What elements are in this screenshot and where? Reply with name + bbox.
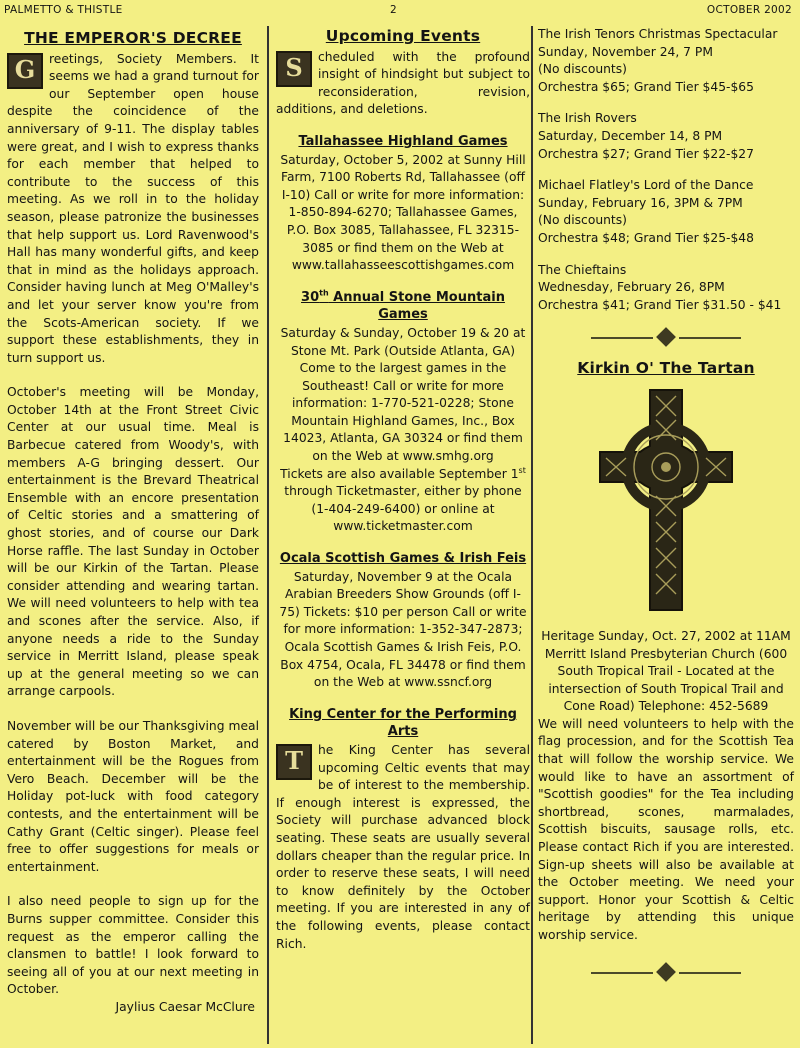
event-tallahassee-title: Tallahassee Highland Games: [298, 133, 508, 149]
ornament-divider-bottom: [591, 963, 741, 983]
ornament-divider: [591, 328, 741, 348]
column-divider-right: [531, 26, 533, 1044]
event-ocala-body: Saturday, November 9 at the Ocala Arabian Breeders Show Grounds (off I-75) Tickets: $10 per person Call or write for more information: 1-352-347-2873; Ocala Scottish Games & Irish Feis, P.O. Box 4754, Ocala, FL 34478 or find them on the Web at www.ssncf.org: [279, 569, 527, 690]
diamond-icon: [656, 327, 676, 347]
dropcap-g-icon: G: [7, 53, 43, 89]
event-king-center-body: T he King Center has several upcoming Celtic events that may be of interest to the membership. If enough interest is expressed, the Society will purchase advanced block seating. These seats are usually several dollars cheaper than the regular price. In order to reserve these seats, I will need to know definitely by the October meeting. If you are interested in any of the following events, please contact Rich.: [276, 742, 530, 951]
event-ocala: [276, 550, 530, 692]
emperor-paragraph-2: October's meeting will be Monday, October 14th at the Front Street Civic Center at our usual time. Meal is Barbecue catered from Woody's, with members A-G bringing dessert. Our entertainment is the Brevard Theatrical Ensemble with an encore presentation of Celtic stories and a smattering of ghost stories, and of course our Dark Horse raffle. The last Sunday in October will be our Kirkin of the Tartan. Please consider attending and wearing tartan. We will need volunteers to help with tea and scones after the service. Also, if anyone needs a ride to the Sunday service in Merritt Island, please speak up at the general meeting so we can arrange carpools.: [7, 385, 259, 699]
event-stone-mountain-body: Saturday & Sunday, October 19 & 20 at Stone Mt. Park (Outside Atlanta, GA) Come to the largest games in the Southeast! Call or write for more information: 1-770-521-0228; Stone Mountain Highland Games, Inc., Box 14023, Atlanta, GA 30324 or find them on the Web at www.smhg.org: [280, 325, 526, 464]
emperor-paragraph-1: G reetings, Society Members. It seems we had a grand turnout for our September open house despite the coincidence of the anniversary of 9-11. The display tables were great, and I wish to express thanks for each member that helped to contribute to the success of this meeting. As we roll in to the holiday season, please patronize the businesses that help support us. Lord Ravenwood's Hall has many wonderful gifts, and keep that in mind as the holidays approach. Consider having lunch at Meg O'Malley's and let your server know you're from the Scots-American society. If we support these establishments, they in turn support us.: [7, 51, 259, 365]
event-king-center: [276, 706, 530, 953]
column-divider-left: [267, 26, 269, 1044]
newsletter-name: PALMETTO & THISTLE: [4, 4, 123, 16]
events-title: Upcoming Events: [325, 27, 481, 45]
kirkin-body: We will need volunteers to help with the flag procession, and for the Scottish Tea that will follow the worship service. We would like to have an assortment of "Scottish goodies" for the Tea including shortbread, scones, marmalades, Scottish biscuits, sausage rolls, etc. Please contact Rich if you are interested. Sign-up sheets will also be available at the October meeting. We need your support. Honor your Scottish & Celtic heritage by attending this unique worship service.: [538, 716, 794, 942]
event-stone-mountain: [276, 289, 530, 536]
kirkin-title: Kirkin O' The Tartan: [577, 359, 755, 378]
emperor-paragraph-3: November will be our Thanksgiving meal catered by Boston Market, and entertainment will be the Rogues from Vero Beach. December will be the Holiday pot-luck with food category contests, and the entertainment will be Cathy Grant (Celtic singer). Please feel free to offer suggestions for meals or entertainment.: [7, 718, 259, 874]
emperor-paragraph-4: I also need people to sign up for the Burns supper committee. Consider this request as the emperor calling the clansmen to battle! I look forward to seeing all of you at our next meeting in October.: [7, 894, 259, 997]
event-king-center-title: King Center for the Performing Arts: [289, 706, 517, 740]
event-stone-mountain-tickets: Tickets are also available September 1st through Ticketmaster, either by phone (1-404-249-6400) or online at www.ticketmaster.com: [280, 465, 526, 534]
kirkin-details: Heritage Sunday, Oct. 27, 2002 at 11AM Merritt Island Presbyterian Church (600 South Tropical Trail - Located at the intersection of South Tropical Trail and Cone Road) Telephone: 452-5689: [541, 628, 791, 714]
events-intro: S cheduled with the profound insight of hindsight but subject to reconsideration, revision, additions, and deletions.: [276, 49, 530, 117]
celtic-cross-icon: [596, 386, 736, 614]
emperor-signature: Jaylius Caesar McClure: [115, 999, 255, 1014]
column-shows-kirkin: [538, 26, 794, 995]
event-tallahassee-body: Saturday, October 5, 2002 at Sunny Hill Farm, 7100 Roberts Rd, Tallahassee (off I-10) Call or write for more information: 1-850-894-6270; Tallahassee Games, P.O. Box 3085, Tallahassee, FL 32315-3085 or find them on the Web at www.tallahasseescottishgames.com: [280, 152, 526, 273]
column-emperor: [7, 26, 259, 1016]
show-item: Michael Flatley's Lord of the Dance Sunday, February 16, 3PM & 7PM (No discounts) Orchestra $48; Grand Tier $25-$48: [538, 178, 754, 245]
dropcap-t-icon: T: [276, 744, 312, 780]
dropcap-s-icon: S: [276, 51, 312, 87]
celtic-cross-illustration: [538, 386, 794, 614]
column-events: [276, 26, 530, 967]
show-item: The Irish Tenors Christmas Spectacular Sunday, November 24, 7 PM (No discounts) Orchestra $65; Grand Tier $45-$65: [538, 27, 778, 94]
issue-date: OCTOBER 2002: [706, 4, 792, 16]
page-number: 2: [390, 4, 397, 16]
event-tallahassee: [276, 133, 530, 275]
event-stone-mountain-title: 30th Annual Stone Mountain Games: [301, 288, 505, 323]
show-item: The Irish Rovers Saturday, December 14, 8 PM Orchestra $27; Grand Tier $22-$27: [538, 111, 754, 161]
event-ocala-title: Ocala Scottish Games & Irish Feis: [279, 551, 527, 567]
diamond-icon: [656, 962, 676, 982]
show-item: The Chieftains Wednesday, February 26, 8PM Orchestra $41; Grand Tier $31.50 - $41: [538, 262, 782, 312]
emperor-title: THE EMPEROR'S DECREE: [24, 29, 242, 47]
